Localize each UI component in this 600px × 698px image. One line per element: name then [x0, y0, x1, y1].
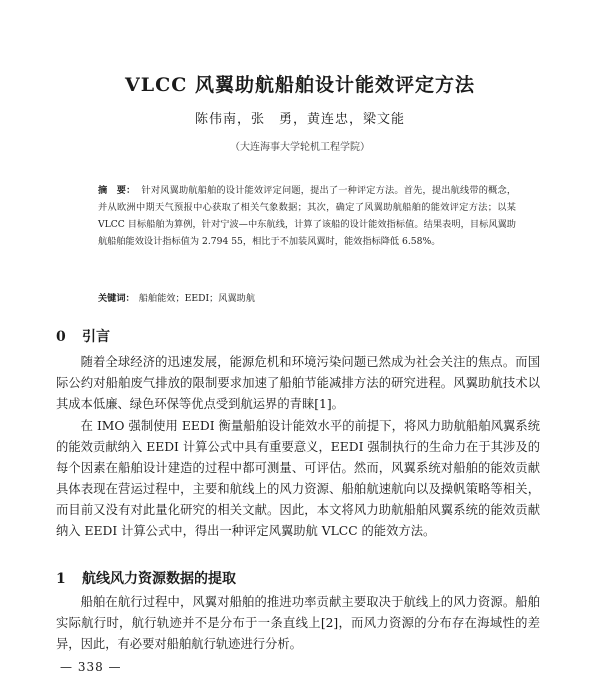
paper-title: VLCC 风翼助航船舶设计能效评定方法: [125, 74, 475, 96]
intro-paragraph-1: 随着全球经济的迅速发展，能源危机和环境污染问题已然成为社会关注的焦点。而国际公约对船舶废气排放的限制要求加速了船舶节能减排方法的研究进程。风翼助航技术以其成本低廉、绿色环保等优点受到航运界的青睐[1]。: [56, 355, 540, 411]
section-heading-intro: [56, 326, 110, 346]
page-number: — 338 —: [60, 660, 122, 674]
keywords-text: 船舶能效；EEDI；风翼助航: [138, 293, 256, 304]
keywords: [98, 292, 516, 306]
section-number: 0: [56, 329, 66, 345]
section-title: 航线风力资源数据的提取: [82, 571, 236, 587]
abstract-label: 摘 要：: [98, 185, 136, 196]
intro-paragraph-2: 在 IMO 强制使用 EEDI 衡量船舶设计能效水平的前提下，将风力助航船舶风翼系统的能效贡献纳入 EEDI 计算公式中具有重要意义，EEDI 强制执行的生命力在于其涉及的每个因素在船舶设计建造的过程中都可测量、可评估。然而，风翼系统对船舶的能效贡献具体表现在营运过程中，主要和航线上的风力资源、船舶航速航向以及操帆策略等相关，而目前又没有对此量化研究的相关文献。因此，本文将风力助航船舶风翼系统的能效贡献纳入 EEDI 计算公式中，得出一种评定风翼助航 VLCC 的能效方法。: [56, 419, 540, 538]
paper-affiliation: （大连海事大学轮机工程学院）: [230, 142, 370, 153]
section-title: 引言: [82, 329, 110, 345]
wind-data-paragraph-1: 船舶在航行过程中，风翼对船舶的推进功率贡献主要取决于航线上的风力资源。船舶实际航行时，航行轨迹并不是分布于一条直线上[2]，而风力资源的分布存在海域性的差异，因此，有必要对船舶航行轨迹进行分析。: [56, 595, 540, 651]
section-number: 1: [56, 571, 66, 587]
abstract: [98, 182, 516, 250]
keywords-label: 关键词：: [98, 293, 135, 304]
paper-authors: 陈伟南，张 勇，黄连忠，梁文能: [194, 112, 405, 127]
abstract-text: 针对风翼助航船舶的设计能效评定问题，提出了一种评定方法。首先，提出航线带的概念，并从欧洲中期天气预报中心获取了相关气象数据；其次，确定了风翼助航船舶的能效评定方法；以某 VLCC 目标船舶为算例，针对宁波—中东航线，计算了该船的设计能效指标值。结果表明，目标风翼助航船舶能效设计指标值为 2.794 55，相比于不加装风翼时，能效指标降低 6.58%。: [98, 185, 517, 247]
section-heading-wind-data: [56, 568, 236, 588]
